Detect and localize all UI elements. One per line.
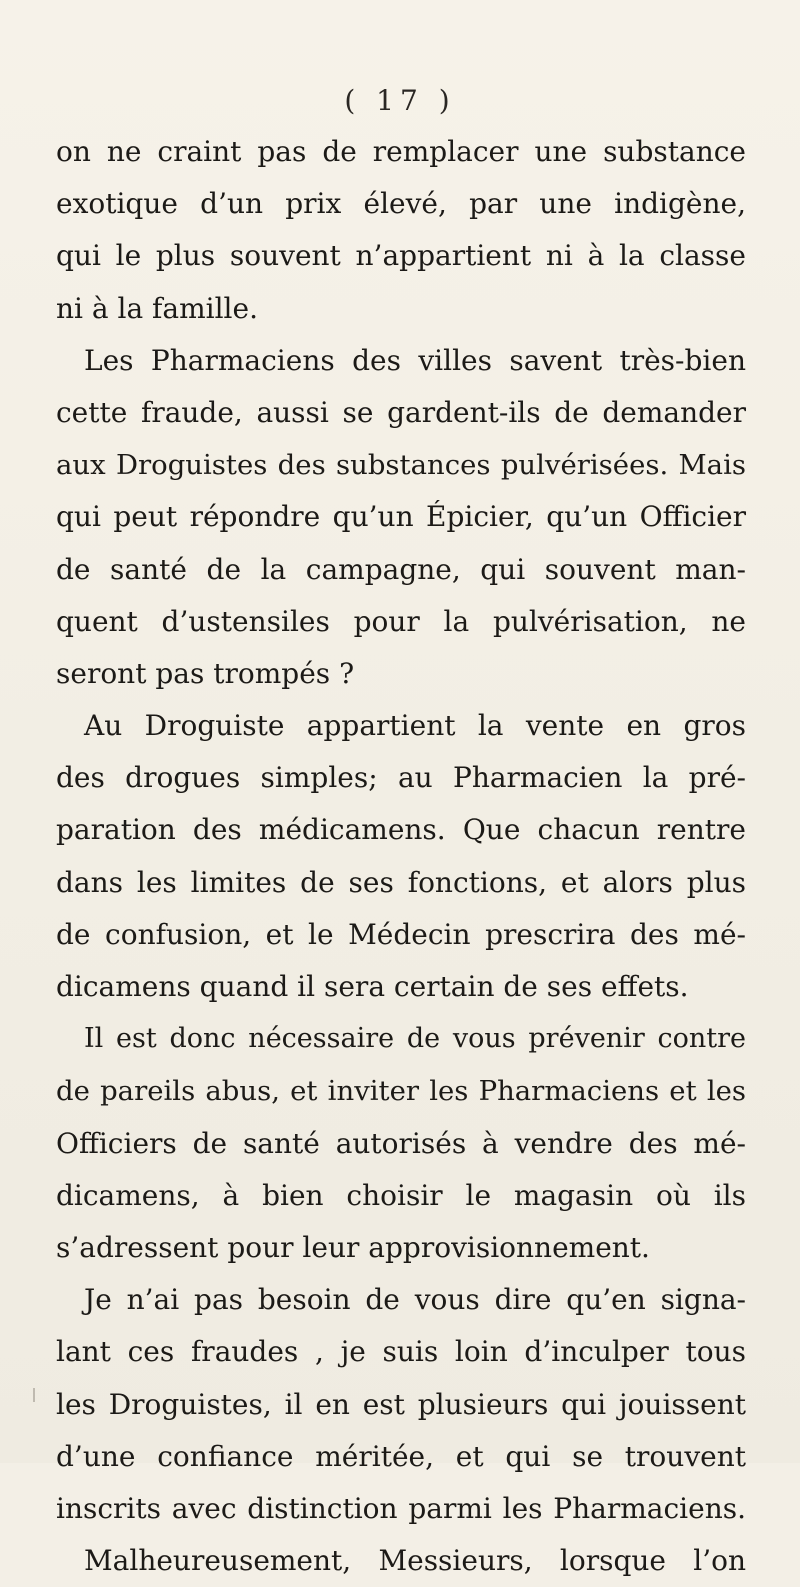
text-line: ni à la famille. [56,291,258,325]
text-line: d’une confiance méritée, et qui se trouvent [56,1439,746,1473]
text-line: exotique d’un prix élevé, par une indigène, [56,187,746,221]
text-line: dans les limites de ses fonctions, et alors plus [56,865,746,899]
text-line: Au Droguiste appartient la vente en gros [84,709,746,743]
text-line: dicamens quand il sera certain de ses effets. [56,970,689,1003]
text-line: des drogues simples; au Pharmacien la pré- [56,761,746,795]
text-line: s’adressent pour leur approvisionnement. [56,1230,650,1264]
text-line: paration des médicamens. Que chacun rentre [56,813,746,847]
text-line: dicamens, à bien choisir le magasin où ils [56,1178,746,1212]
text-line: quent d’ustensiles pour la pulvérisation, ne [56,604,746,638]
text-line: seront pas trompés ? [56,656,355,690]
text-line: qui le plus souvent n’appartient ni à la classe [56,239,746,273]
text-line: Malheureusement, Messieurs, lorsque l’on [84,1544,746,1578]
text-line: lant ces fraudes , je suis loin d’inculper tous [56,1335,746,1369]
text-line: aux Droguistes des substances pulvérisées. Mais [56,449,746,482]
text-line: on ne craint pas de remplacer une substance [56,135,746,168]
page-number: ( 17 ) [344,84,456,117]
text-line: cette fraude, aussi se gardent-ils de demander [56,395,746,429]
body-text [56,126,746,1587]
text-line: de pareils abus, et inviter les Pharmaciens et les [56,1075,746,1108]
paper-mark [33,1388,35,1402]
text-line: de santé de la campagne, qui souvent man- [56,552,746,586]
text-line: Il est donc nécessaire de vous prévenir contre [84,1023,746,1055]
text-line: Je n’ai pas besoin de vous dire qu’en signa- [84,1283,746,1317]
text-line: Officiers de santé autorisés à vendre des mé- [56,1126,746,1160]
text-line: Les Pharmaciens des villes savent très-bien [84,343,746,377]
text-line: les Droguistes, il en est plusieurs qui jouissent [56,1387,746,1421]
text-line: de confusion, et le Médecin prescrira des mé- [56,917,746,951]
text-line: inscrits avec distinction parmi les Pharmaciens. [56,1491,746,1525]
text-line: qui peut répondre qu’un Épicier, qu’un Officier [56,500,746,534]
